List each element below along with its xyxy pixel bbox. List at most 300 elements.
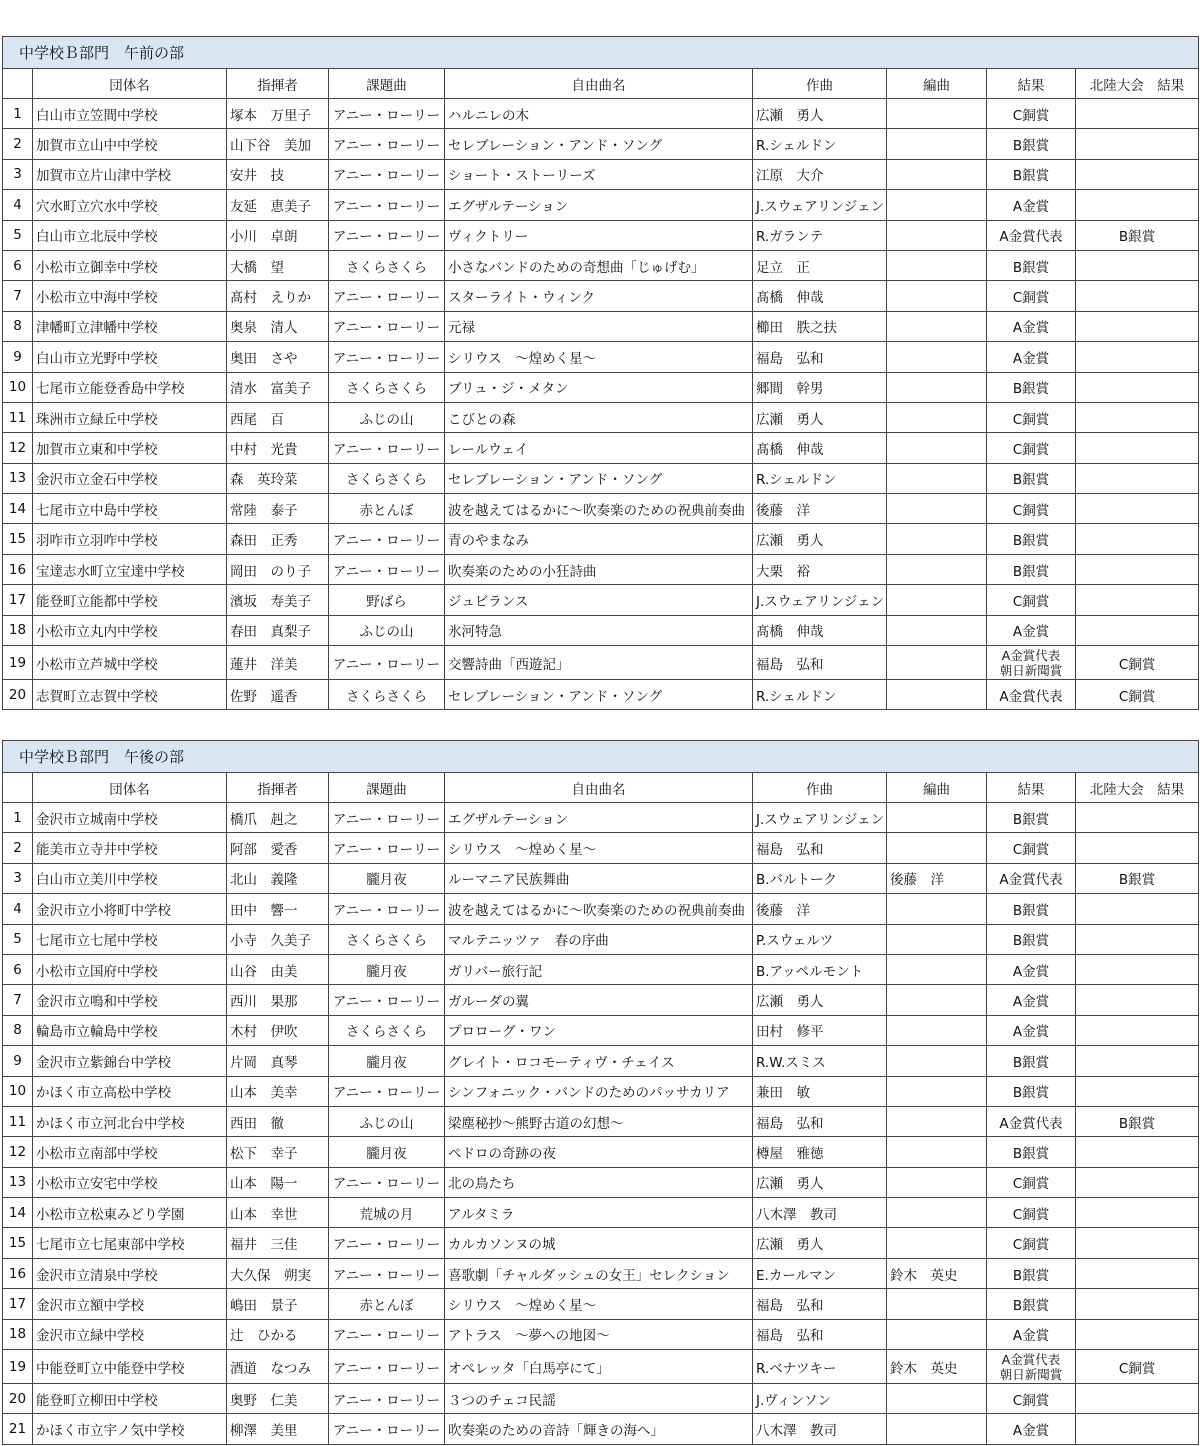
arranger <box>887 1228 987 1258</box>
result: C銅賞 <box>987 833 1076 863</box>
set-piece: アニー・ローリー <box>329 99 445 129</box>
free-piece: アルタミラ <box>445 1198 753 1228</box>
hokuriku-result <box>1076 924 1199 954</box>
table-row <box>3 281 1199 311</box>
result: C銅賞 <box>987 1167 1076 1197</box>
arranger <box>887 1076 987 1106</box>
hokuriku-result <box>1076 342 1199 372</box>
hokuriku-result <box>1076 402 1199 432</box>
header-no <box>3 69 33 99</box>
arranger <box>887 524 987 554</box>
table-row <box>3 250 1199 280</box>
set-piece: アニー・ローリー <box>329 524 445 554</box>
conductor-name: 友延 恵美子 <box>227 190 329 220</box>
composer: 樽屋 雅徳 <box>753 1137 887 1167</box>
row-number: 18 <box>3 615 33 645</box>
composer: 後藤 洋 <box>753 494 887 524</box>
school-name: 白山市立笠間中学校 <box>33 99 227 129</box>
set-piece: 朧月夜 <box>329 954 445 984</box>
row-number: 15 <box>3 1228 33 1258</box>
school-name: 小松市立丸内中学校 <box>33 615 227 645</box>
row-number: 7 <box>3 985 33 1015</box>
arranger <box>887 311 987 341</box>
free-piece: シンフォニック・バンドのためのパッサカリア <box>445 1076 753 1106</box>
composer: 後藤 洋 <box>753 894 887 924</box>
composer: 福島 弘和 <box>753 342 887 372</box>
row-number: 15 <box>3 524 33 554</box>
table-row <box>3 1198 1199 1228</box>
table-row <box>3 463 1199 493</box>
set-piece: アニー・ローリー <box>329 1167 445 1197</box>
row-number: 11 <box>3 402 33 432</box>
result: B銀賞 <box>987 129 1076 159</box>
school-name: 金沢市立城南中学校 <box>33 803 227 833</box>
set-piece: アニー・ローリー <box>329 190 445 220</box>
school-name: かほく市立河北台中学校 <box>33 1106 227 1136</box>
row-number: 13 <box>3 1167 33 1197</box>
composer: 広瀬 勇人 <box>753 402 887 432</box>
row-number: 18 <box>3 1319 33 1349</box>
hokuriku-result: B銀賞 <box>1076 1106 1199 1136</box>
conductor-name: 西田 徹 <box>227 1106 329 1136</box>
set-piece: さくらさくら <box>329 372 445 402</box>
hokuriku-result: B銀賞 <box>1076 220 1199 250</box>
row-number: 10 <box>3 1076 33 1106</box>
set-piece: アニー・ローリー <box>329 129 445 159</box>
free-piece: エグザルテーション <box>445 803 753 833</box>
row-number: 8 <box>3 1015 33 1045</box>
table-row <box>3 1167 1199 1197</box>
hokuriku-result <box>1076 1137 1199 1167</box>
conductor-name: 塚本 万里子 <box>227 99 329 129</box>
hokuriku-result <box>1076 433 1199 463</box>
row-number: 6 <box>3 250 33 280</box>
free-piece: カルカソンヌの城 <box>445 1228 753 1258</box>
table-row <box>3 1414 1199 1444</box>
result: B銀賞 <box>987 554 1076 584</box>
set-piece: アニー・ローリー <box>329 985 445 1015</box>
school-name: 七尾市立中島中学校 <box>33 494 227 524</box>
table-row <box>3 1289 1199 1319</box>
table-row <box>3 833 1199 863</box>
table-row <box>3 646 1199 680</box>
result: B銀賞 <box>987 1137 1076 1167</box>
row-number: 5 <box>3 220 33 250</box>
table-row <box>3 1228 1199 1258</box>
free-piece: スターライト・ウィンク <box>445 281 753 311</box>
set-piece: アニー・ローリー <box>329 1258 445 1288</box>
result: A金賞 <box>987 342 1076 372</box>
free-piece: マルテニッツァ 春の序曲 <box>445 924 753 954</box>
hokuriku-result <box>1076 1046 1199 1076</box>
school-name: 小松市立南部中学校 <box>33 1137 227 1167</box>
result: B銀賞 <box>987 463 1076 493</box>
row-number: 14 <box>3 494 33 524</box>
set-piece: アニー・ローリー <box>329 803 445 833</box>
section-title: 中学校Ｂ部門 午後の部 <box>3 741 1199 773</box>
hokuriku-result <box>1076 190 1199 220</box>
result: C銅賞 <box>987 494 1076 524</box>
conductor-name: 酒道 なつみ <box>227 1350 329 1384</box>
conductor-name: 清水 富美子 <box>227 372 329 402</box>
arranger <box>887 1198 987 1228</box>
set-piece: アニー・ローリー <box>329 894 445 924</box>
hokuriku-result <box>1076 1015 1199 1045</box>
conductor-name: 山谷 由美 <box>227 954 329 984</box>
composer: 櫛田 胅之扶 <box>753 311 887 341</box>
arranger <box>887 954 987 984</box>
result: B銀賞 <box>987 524 1076 554</box>
conductor-name: 松下 幸子 <box>227 1137 329 1167</box>
school-name: 七尾市立七尾東部中学校 <box>33 1228 227 1258</box>
hokuriku-result <box>1076 894 1199 924</box>
conductor-name: 春田 真梨子 <box>227 615 329 645</box>
arranger <box>887 250 987 280</box>
set-piece: ふじの山 <box>329 402 445 432</box>
conductor-name: 小寺 久美子 <box>227 924 329 954</box>
free-piece: セレブレーション・アンド・ソング <box>445 129 753 159</box>
hokuriku-result <box>1076 524 1199 554</box>
table-row <box>3 1137 1199 1167</box>
composer: P.スウェルツ <box>753 924 887 954</box>
composer: 田村 修平 <box>753 1015 887 1045</box>
special-award: 朝日新聞賞 <box>999 662 1063 678</box>
set-piece: アニー・ローリー <box>329 1228 445 1258</box>
conductor-name: 奥野 仁美 <box>227 1384 329 1414</box>
set-piece: アニー・ローリー <box>329 220 445 250</box>
arranger <box>887 1289 987 1319</box>
composer: 八木澤 教司 <box>753 1198 887 1228</box>
conductor-name: 小川 卓朗 <box>227 220 329 250</box>
composer: J.スウェアリンジェン <box>753 803 887 833</box>
header-conductor: 指揮者 <box>227 69 329 99</box>
school-name: 金沢市立小将町中学校 <box>33 894 227 924</box>
arranger <box>887 585 987 615</box>
free-piece: ヴィクトリー <box>445 220 753 250</box>
section-afternoon <box>2 740 1198 1445</box>
table-row <box>3 433 1199 463</box>
school-name: 加賀市立山中中学校 <box>33 129 227 159</box>
conductor-name: 大橋 望 <box>227 250 329 280</box>
conductor-name: 蓮井 洋美 <box>227 646 329 680</box>
set-piece: さくらさくら <box>329 924 445 954</box>
row-number: 9 <box>3 1046 33 1076</box>
conductor-name: 佐野 遥香 <box>227 680 329 710</box>
free-piece: セレブレーション・アンド・ソング <box>445 463 753 493</box>
table-row <box>3 1384 1199 1414</box>
set-piece: アニー・ローリー <box>329 281 445 311</box>
composer: J.スウェアリンジェン <box>753 585 887 615</box>
table-row <box>3 680 1199 710</box>
header-school: 団体名 <box>33 773 227 803</box>
table-row <box>3 220 1199 250</box>
hokuriku-result <box>1076 615 1199 645</box>
free-piece: 波を越えてはるかに～吹奏楽のための祝典前奏曲 <box>445 894 753 924</box>
result: C銅賞 <box>987 1384 1076 1414</box>
arranger <box>887 615 987 645</box>
composer: 兼田 敏 <box>753 1076 887 1106</box>
free-piece: 波を越えてはるかに～吹奏楽のための祝典前奏曲 <box>445 494 753 524</box>
result: B銀賞 <box>987 924 1076 954</box>
hokuriku-result <box>1076 463 1199 493</box>
school-name: 金沢市立清泉中学校 <box>33 1258 227 1288</box>
row-number: 10 <box>3 372 33 402</box>
arranger: 鈴木 英史 <box>887 1350 987 1384</box>
set-piece: アニー・ローリー <box>329 159 445 189</box>
conductor-name: 橋爪 赳之 <box>227 803 329 833</box>
header-set-piece: 課題曲 <box>329 773 445 803</box>
composer: 髙橋 伸哉 <box>753 281 887 311</box>
arranger <box>887 372 987 402</box>
set-piece: さくらさくら <box>329 250 445 280</box>
row-number: 8 <box>3 311 33 341</box>
school-name: 小松市立中海中学校 <box>33 281 227 311</box>
arranger <box>887 646 987 680</box>
set-piece: 荒城の月 <box>329 1198 445 1228</box>
special-award: 朝日新聞賞 <box>999 1366 1063 1382</box>
school-name: 白山市立北辰中学校 <box>33 220 227 250</box>
conductor-name: 安井 技 <box>227 159 329 189</box>
arranger <box>887 1384 987 1414</box>
header-free-piece: 自由曲名 <box>445 69 753 99</box>
result: B銀賞 <box>987 1258 1076 1288</box>
free-piece: ハルニレの木 <box>445 99 753 129</box>
result: B銀賞 <box>987 1046 1076 1076</box>
school-name: 輪島市立輪島中学校 <box>33 1015 227 1045</box>
table-row <box>3 524 1199 554</box>
arranger <box>887 1414 987 1444</box>
set-piece: アニー・ローリー <box>329 1414 445 1444</box>
composer: B.アッペルモント <box>753 954 887 984</box>
header-hokuriku: 北陸大会 結果 <box>1076 69 1199 99</box>
hokuriku-result <box>1076 1228 1199 1258</box>
set-piece: アニー・ローリー <box>329 1350 445 1384</box>
result: C銅賞 <box>987 402 1076 432</box>
composer: J.ヴィンソン <box>753 1384 887 1414</box>
school-name: かほく市立高松中学校 <box>33 1076 227 1106</box>
conductor-name: 辻 ひかる <box>227 1319 329 1349</box>
conductor-name: 濱坂 寿美子 <box>227 585 329 615</box>
header-conductor: 指揮者 <box>227 773 329 803</box>
arranger: 鈴木 英史 <box>887 1258 987 1288</box>
free-piece: プロローグ・ワン <box>445 1015 753 1045</box>
table-row <box>3 99 1199 129</box>
free-piece: ガルーダの翼 <box>445 985 753 1015</box>
row-number: 9 <box>3 342 33 372</box>
header-arranger: 編曲 <box>887 773 987 803</box>
table-row <box>3 1046 1199 1076</box>
composer: B.バルトーク <box>753 863 887 893</box>
row-number: 19 <box>3 646 33 680</box>
arranger <box>887 1137 987 1167</box>
conductor-name: 山本 幸世 <box>227 1198 329 1228</box>
set-piece: 朧月夜 <box>329 863 445 893</box>
result: C銅賞 <box>987 281 1076 311</box>
table-row <box>3 494 1199 524</box>
free-piece: 梁塵秘抄～熊野古道の幻想～ <box>445 1106 753 1136</box>
conductor-name: 嶋田 景子 <box>227 1289 329 1319</box>
free-piece: シリウス ～煌めく星～ <box>445 833 753 863</box>
school-name: 小松市立芦城中学校 <box>33 646 227 680</box>
arranger <box>887 402 987 432</box>
composer: 大栗 裕 <box>753 554 887 584</box>
conductor-name: 大久保 朔実 <box>227 1258 329 1288</box>
composer: 江原 大介 <box>753 159 887 189</box>
result: A金賞代表 <box>987 680 1076 710</box>
result: B銀賞 <box>987 372 1076 402</box>
hokuriku-result <box>1076 1289 1199 1319</box>
free-piece: 元禄 <box>445 311 753 341</box>
conductor-name: 北山 義隆 <box>227 863 329 893</box>
conductor-name: 田中 響一 <box>227 894 329 924</box>
row-number: 1 <box>3 803 33 833</box>
table-row <box>3 1319 1199 1349</box>
row-number: 17 <box>3 585 33 615</box>
row-number: 3 <box>3 159 33 189</box>
free-piece: こびとの森 <box>445 402 753 432</box>
free-piece: シリウス ～煌めく星～ <box>445 342 753 372</box>
result: B銀賞 <box>987 159 1076 189</box>
composer: 広瀬 勇人 <box>753 1167 887 1197</box>
school-name: 小松市立国府中学校 <box>33 954 227 984</box>
table-body <box>3 803 1199 1445</box>
table-row <box>3 372 1199 402</box>
hokuriku-result <box>1076 1258 1199 1288</box>
arranger <box>887 924 987 954</box>
set-piece: さくらさくら <box>329 463 445 493</box>
composer: 広瀬 勇人 <box>753 524 887 554</box>
table-row <box>3 1076 1199 1106</box>
row-number: 1 <box>3 99 33 129</box>
hokuriku-result: C銅賞 <box>1076 646 1199 680</box>
arranger <box>887 833 987 863</box>
composer: 福島 弘和 <box>753 833 887 863</box>
header-composer: 作曲 <box>753 69 887 99</box>
conductor-name: 西川 果那 <box>227 985 329 1015</box>
hokuriku-result <box>1076 1076 1199 1106</box>
free-piece: ジュビランス <box>445 585 753 615</box>
row-number: 3 <box>3 863 33 893</box>
result: A金賞 <box>987 1319 1076 1349</box>
table-row <box>3 159 1199 189</box>
school-name: 志賀町立志賀中学校 <box>33 680 227 710</box>
conductor-name: 奥泉 清人 <box>227 311 329 341</box>
free-piece: グレイト・ロコモーティヴ・チェイス <box>445 1046 753 1076</box>
free-piece: ペドロの奇跡の夜 <box>445 1137 753 1167</box>
result: C銅賞 <box>987 1228 1076 1258</box>
table-row <box>3 1258 1199 1288</box>
set-piece: 朧月夜 <box>329 1046 445 1076</box>
table-row <box>3 585 1199 615</box>
result: A金賞 <box>987 190 1076 220</box>
hokuriku-result <box>1076 1198 1199 1228</box>
arranger <box>887 159 987 189</box>
set-piece: アニー・ローリー <box>329 311 445 341</box>
school-name: 能美市立寺井中学校 <box>33 833 227 863</box>
header-composer: 作曲 <box>753 773 887 803</box>
table-row <box>3 954 1199 984</box>
set-piece: アニー・ローリー <box>329 646 445 680</box>
free-piece: 氷河特急 <box>445 615 753 645</box>
school-name: 金沢市立紫錦台中学校 <box>33 1046 227 1076</box>
row-number: 2 <box>3 129 33 159</box>
set-piece: 朧月夜 <box>329 1137 445 1167</box>
school-name: かほく市立宇ノ気中学校 <box>33 1414 227 1444</box>
free-piece: エグザルテーション <box>445 190 753 220</box>
conductor-name: 髙村 えりか <box>227 281 329 311</box>
hokuriku-result <box>1076 311 1199 341</box>
composer: 福島 弘和 <box>753 1319 887 1349</box>
header-row <box>3 773 1199 803</box>
result: A金賞 <box>987 985 1076 1015</box>
section-morning <box>2 36 1198 710</box>
table-row <box>3 894 1199 924</box>
hokuriku-result <box>1076 1319 1199 1349</box>
arranger <box>887 220 987 250</box>
result <box>987 1350 1076 1384</box>
school-name: 金沢市立金石中学校 <box>33 463 227 493</box>
set-piece: ふじの山 <box>329 615 445 645</box>
free-piece: 小さなバンドのための奇想曲「じゅげむ」 <box>445 250 753 280</box>
hokuriku-result <box>1076 803 1199 833</box>
row-number: 2 <box>3 833 33 863</box>
set-piece: アニー・ローリー <box>329 433 445 463</box>
conductor-name: 森 英玲菜 <box>227 463 329 493</box>
set-piece: さくらさくら <box>329 680 445 710</box>
conductor-name: 岡田 のり子 <box>227 554 329 584</box>
hokuriku-result <box>1076 99 1199 129</box>
row-number: 11 <box>3 1106 33 1136</box>
row-number: 12 <box>3 1137 33 1167</box>
row-number: 13 <box>3 463 33 493</box>
row-number: 5 <box>3 924 33 954</box>
hokuriku-result <box>1076 985 1199 1015</box>
school-name: 羽咋市立羽咋中学校 <box>33 524 227 554</box>
free-piece: シリウス ～煌めく星～ <box>445 1289 753 1319</box>
school-name: 金沢市立鳴和中学校 <box>33 985 227 1015</box>
header-row <box>3 69 1199 99</box>
school-name: 能登町立柳田中学校 <box>33 1384 227 1414</box>
school-name: 白山市立光野中学校 <box>33 342 227 372</box>
composer: 髙橋 伸哉 <box>753 615 887 645</box>
row-number: 20 <box>3 1384 33 1414</box>
row-number: 12 <box>3 433 33 463</box>
row-number: 16 <box>3 1258 33 1288</box>
arranger <box>887 1046 987 1076</box>
hokuriku-result <box>1076 554 1199 584</box>
result: A金賞 <box>987 615 1076 645</box>
table-row <box>3 190 1199 220</box>
hokuriku-result <box>1076 833 1199 863</box>
arranger <box>887 494 987 524</box>
result: C銅賞 <box>987 433 1076 463</box>
header-result: 結果 <box>987 69 1076 99</box>
table-row <box>3 129 1199 159</box>
row-number: 20 <box>3 680 33 710</box>
school-name: 小松市立安宅中学校 <box>33 1167 227 1197</box>
free-piece: ショート・ストーリーズ <box>445 159 753 189</box>
result: B銀賞 <box>987 1076 1076 1106</box>
arranger <box>887 1319 987 1349</box>
arranger <box>887 803 987 833</box>
conductor-name: 西尾 百 <box>227 402 329 432</box>
result: C銅賞 <box>987 99 1076 129</box>
result: A金賞代表 <box>987 220 1076 250</box>
header-school: 団体名 <box>33 69 227 99</box>
hokuriku-result <box>1076 585 1199 615</box>
composer: 広瀬 勇人 <box>753 99 887 129</box>
table-row <box>3 863 1199 893</box>
